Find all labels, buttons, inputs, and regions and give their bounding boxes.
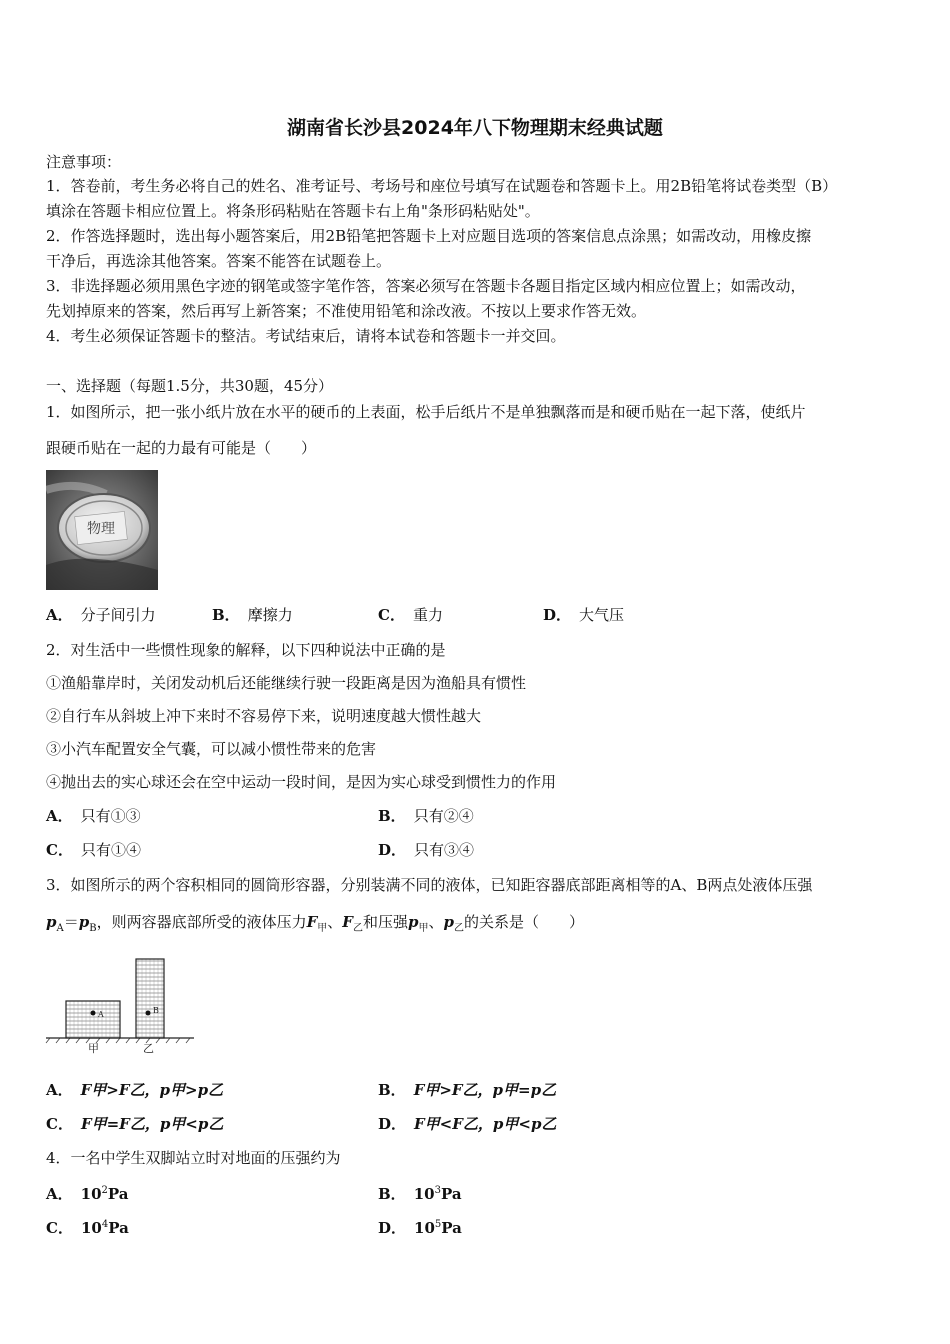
q3-option-b[interactable]: [378, 1080, 556, 1100]
q4-stem: 4．一名中学生双脚站立时对地面的压强约为: [46, 1149, 341, 1167]
vessels-diagram: [44, 955, 196, 1055]
option-letter: C．: [46, 1115, 73, 1133]
option-letter: D．: [543, 606, 572, 624]
option-letter: D．: [378, 1115, 407, 1133]
q2-option-a[interactable]: [46, 806, 141, 826]
q2-statement: ③小汽车配置安全气囊，可以减小惯性带来的危害: [46, 740, 377, 758]
page-title: 湖南省长沙县2024年八下物理期末经典试题: [287, 117, 663, 139]
q4-option-a[interactable]: A． $10^2Pa$: [46, 1185, 129, 1203]
vessel-yi: [136, 959, 164, 1038]
q4-option-c[interactable]: C． $10^4Pa$: [46, 1219, 129, 1237]
q2-option-b[interactable]: [378, 806, 474, 826]
option-text: F甲>F乙，p甲>p乙: [80, 1081, 224, 1099]
point-b-label: B: [153, 1006, 159, 1015]
q3-stem-line2: $p_A=p_B$，则两容器底部所受的液体压力$F_甲$、$F_乙$和压强$p_甲$、$p_乙$的关系是（ ）: [46, 913, 584, 934]
notice-line: 3．非选择题必须用黑色字迹的钢笔或签字笔作答，答案必须写在答题卡各题目指定区域内相应位置上；如需改动，: [46, 277, 806, 295]
option-letter: A．: [46, 1185, 73, 1203]
notice-line: 干净后，再选涂其他答案。答案不能答在试题卷上。: [46, 252, 392, 270]
option-letter: D．: [378, 841, 407, 859]
option-text: F甲>F乙，p甲=p乙: [413, 1081, 557, 1099]
q1-option-a[interactable]: [46, 605, 156, 625]
q2-option-c[interactable]: [46, 840, 141, 860]
q3-stem-line1: 3．如图所示的两个容积相同的圆筒形容器，分别装满不同的液体，已知距容器底部距离相等的A、B两点处液体压强: [46, 876, 813, 894]
label-yi: 乙: [143, 1042, 154, 1055]
q1-option-d[interactable]: [543, 605, 624, 625]
q2-statement: ④抛出去的实心球还会在空中运动一段时间，是因为实心球受到惯性力的作用: [46, 773, 557, 791]
option-letter: B．: [378, 1185, 406, 1203]
q2-option-d[interactable]: [378, 840, 474, 860]
option-text: F甲=F乙，p甲<p乙: [80, 1115, 224, 1133]
option-text: 只有③④: [414, 841, 475, 859]
label-jia: 甲: [88, 1042, 99, 1055]
coin-photo: [46, 470, 158, 590]
point-a-label: A: [98, 1010, 104, 1019]
option-text: 只有②④: [413, 807, 474, 825]
q3-option-d[interactable]: [378, 1114, 556, 1134]
option-text: 重力: [412, 606, 443, 624]
option-letter: D．: [378, 1219, 407, 1237]
option-text: 大气压: [579, 606, 625, 624]
q2-stem: 2．对生活中一些惯性现象的解释，以下四种说法中正确的是: [46, 641, 446, 659]
q2-statement: ②自行车从斜坡上冲下来时不容易停下来，说明速度越大惯性越大: [46, 707, 482, 725]
option-text: 摩擦力: [247, 606, 293, 624]
q2-statement: ①渔船靠岸时，关闭发动机后还能继续行驶一段距离是因为渔船具有惯性: [46, 674, 527, 692]
q4-option-d[interactable]: D． $10^5Pa$: [378, 1219, 462, 1237]
option-text: 只有①③: [80, 807, 141, 825]
vessel-jia: [66, 1001, 120, 1038]
notice-line: 4．考生必须保证答题卡的整洁。考试结束后，请将本试卷和答题卡一并交回。: [46, 327, 566, 345]
option-letter: C．: [378, 606, 405, 624]
q1-option-b[interactable]: [212, 605, 293, 625]
q3-option-c[interactable]: [46, 1114, 223, 1134]
option-letter: B．: [378, 807, 406, 825]
option-letter: A．: [46, 606, 73, 624]
section-heading: 一、选择题（每题1.5分，共30题，45分）: [46, 377, 334, 395]
coin-label: 物理: [87, 521, 115, 537]
option-text: 分子间引力: [80, 606, 156, 624]
option-text: 只有①④: [80, 841, 141, 859]
notice-line: 1．答卷前，考生务必将自己的姓名、准考证号、考场号和座位号填写在试题卷和答题卡上。用2B铅笔将试卷类型（B）: [46, 177, 838, 195]
q4-option-b[interactable]: B． $10^3Pa$: [378, 1185, 462, 1203]
notice-line: 2．作答选择题时，选出每小题答案后，用2B铅笔把答题卡上对应题目选项的答案信息点涂黑；如需改动，用橡皮擦: [46, 227, 812, 245]
notice-line: 先划掉原来的答案，然后再写上新答案；不准使用铅笔和涂改液。不按以上要求作答无效。: [46, 302, 647, 320]
q1-stem-line1: 1．如图所示，把一张小纸片放在水平的硬币的上表面，松手后纸片不是单独飘落而是和硬币贴在一起下落，使纸片: [46, 403, 806, 421]
option-letter: A．: [46, 1081, 73, 1099]
option-letter: B．: [212, 606, 240, 624]
q3-option-a[interactable]: [46, 1080, 223, 1100]
option-letter: B．: [378, 1081, 406, 1099]
q1-stem-line2: 跟硬币贴在一起的力最有可能是（ ）: [46, 439, 317, 457]
option-letter: C．: [46, 1219, 73, 1237]
option-letter: C．: [46, 841, 73, 859]
notice-heading: 注意事项：: [46, 153, 122, 171]
option-text: F甲<F乙，p甲<p乙: [414, 1115, 557, 1133]
notice-line: 填涂在答题卡相应位置上。将条形码粘贴在答题卡右上角"条形码粘贴处"。: [46, 202, 540, 220]
q1-option-c[interactable]: [378, 605, 443, 625]
option-letter: A．: [46, 807, 73, 825]
